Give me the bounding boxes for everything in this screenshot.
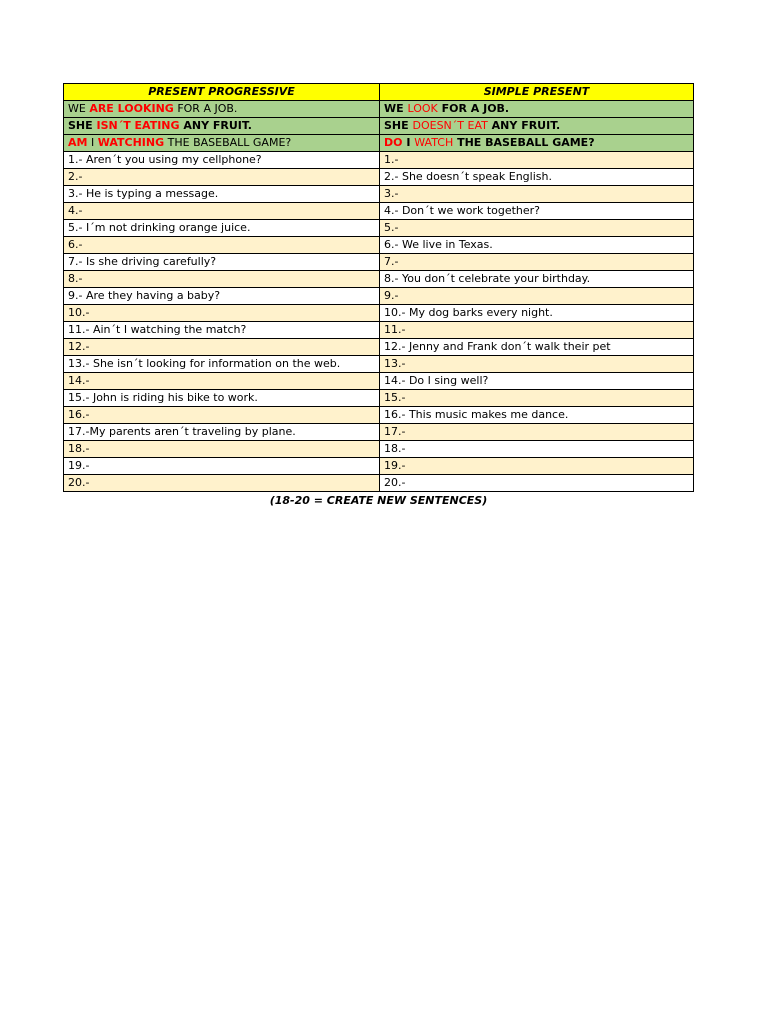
sentence-right-cell: 2.- She doesn´t speak English.: [380, 169, 694, 186]
header-simple-present: SIMPLE PRESENT: [380, 84, 694, 101]
sentence-right-cell: 15.-: [380, 390, 694, 407]
sentence-right-cell: 4.- Don´t we work together?: [380, 203, 694, 220]
sentence-left-cell: 16.-: [64, 407, 380, 424]
example-text-segment: SHE: [68, 119, 97, 132]
sentence-left-cell: 2.-: [64, 169, 380, 186]
table-row: [64, 305, 694, 322]
sentence-right-cell: 11.-: [380, 322, 694, 339]
table-row: [64, 407, 694, 424]
sentence-right-cell: 6.- We live in Texas.: [380, 237, 694, 254]
example-row: [64, 118, 694, 135]
example-text-segment: LOOK: [407, 102, 438, 115]
example-text-segment: WE: [384, 102, 408, 115]
sentence-right-cell: 12.- Jenny and Frank don´t walk their pet: [380, 339, 694, 356]
sentence-left-cell: 7.- Is she driving carefully?: [64, 254, 380, 271]
sentence-right-cell: 20.-: [380, 475, 694, 492]
table-row: [64, 220, 694, 237]
example-left-cell: [64, 101, 380, 118]
sentence-left-cell: 20.-: [64, 475, 380, 492]
table-header-row: [64, 84, 694, 101]
sentence-right-cell: 18.-: [380, 441, 694, 458]
example-text-segment: WATCH: [414, 136, 454, 149]
sentence-left-cell: 3.- He is typing a message.: [64, 186, 380, 203]
example-text-segment: WATCHING: [97, 136, 165, 149]
sentence-right-cell: 10.- My dog barks every night.: [380, 305, 694, 322]
sentence-right-cell: 14.- Do I sing well?: [380, 373, 694, 390]
sentence-right-cell: 5.-: [380, 220, 694, 237]
sentence-left-cell: 10.-: [64, 305, 380, 322]
sentence-left-cell: 13.- She isn´t looking for information on the web.: [64, 356, 380, 373]
example-left-cell: [64, 118, 380, 135]
table-row: [64, 169, 694, 186]
example-text-segment: ANY FRUIT.: [487, 119, 561, 132]
sentence-left-cell: 6.-: [64, 237, 380, 254]
sentence-left-cell: 18.-: [64, 441, 380, 458]
table-row: [64, 322, 694, 339]
sentence-left-cell: 9.- Are they having a baby?: [64, 288, 380, 305]
header-present-progressive: PRESENT PROGRESSIVE: [64, 84, 380, 101]
table-row: [64, 271, 694, 288]
example-text-segment: DO: [384, 136, 403, 149]
sentence-right-cell: 1.-: [380, 152, 694, 169]
instruction-note: (18-20 = CREATE NEW SENTENCES): [269, 494, 488, 507]
table-row: [64, 356, 694, 373]
example-text-segment: THE BASEBALL GAME?: [164, 136, 292, 149]
sentence-left-cell: 11.- Ain´t I watching the match?: [64, 322, 380, 339]
sentence-left-cell: 4.-: [64, 203, 380, 220]
sentence-right-cell: 8.- You don´t celebrate your birthday.: [380, 271, 694, 288]
example-row: [64, 135, 694, 152]
example-text-segment: THE BASEBALL GAME?: [453, 136, 595, 149]
example-text-segment: DOESN´T EAT: [412, 119, 488, 132]
example-text-segment: SHE: [384, 119, 413, 132]
sentence-left-cell: 5.- I´m not drinking orange juice.: [64, 220, 380, 237]
example-text-segment: ARE LOOKING: [89, 102, 174, 115]
example-text-segment: FOR A JOB.: [437, 102, 510, 115]
sentence-right-cell: 13.-: [380, 356, 694, 373]
sentence-right-cell: 7.-: [380, 254, 694, 271]
sentence-right-cell: 16.- This music makes me dance.: [380, 407, 694, 424]
table-row: [64, 475, 694, 492]
sentence-left-cell: 12.-: [64, 339, 380, 356]
example-text-segment: I: [87, 136, 98, 149]
sentence-right-cell: 19.-: [380, 458, 694, 475]
grammar-table: [63, 83, 694, 492]
table-row: [64, 254, 694, 271]
example-text-segment: FOR A JOB.: [173, 102, 238, 115]
table-row: [64, 237, 694, 254]
sentence-right-cell: 17.-: [380, 424, 694, 441]
sentence-left-cell: 1.- Aren´t you using my cellphone?: [64, 152, 380, 169]
table-row: [64, 288, 694, 305]
grammar-table-body: [64, 84, 694, 492]
table-row: [64, 424, 694, 441]
sentence-right-cell: 3.-: [380, 186, 694, 203]
example-text-segment: ISN´T EATING: [96, 119, 180, 132]
worksheet: [63, 83, 694, 507]
table-row: [64, 339, 694, 356]
table-row: [64, 441, 694, 458]
table-row: [64, 458, 694, 475]
table-row: [64, 390, 694, 407]
example-right-cell: [380, 118, 694, 135]
example-text-segment: I: [402, 136, 415, 149]
example-row: [64, 101, 694, 118]
sentence-left-cell: 17.-My parents aren´t traveling by plane.: [64, 424, 380, 441]
example-right-cell: [380, 101, 694, 118]
sentence-left-cell: 19.-: [64, 458, 380, 475]
example-text-segment: WE: [68, 102, 90, 115]
sentence-left-cell: 15.- John is riding his bike to work.: [64, 390, 380, 407]
table-row: [64, 203, 694, 220]
sentence-right-cell: 9.-: [380, 288, 694, 305]
table-row: [64, 373, 694, 390]
example-right-cell: [380, 135, 694, 152]
sentence-left-cell: 14.-: [64, 373, 380, 390]
table-row: [64, 152, 694, 169]
example-text-segment: ANY FRUIT.: [179, 119, 252, 132]
sentence-left-cell: 8.-: [64, 271, 380, 288]
example-left-cell: [64, 135, 380, 152]
example-text-segment: AM: [68, 136, 88, 149]
table-row: [64, 186, 694, 203]
